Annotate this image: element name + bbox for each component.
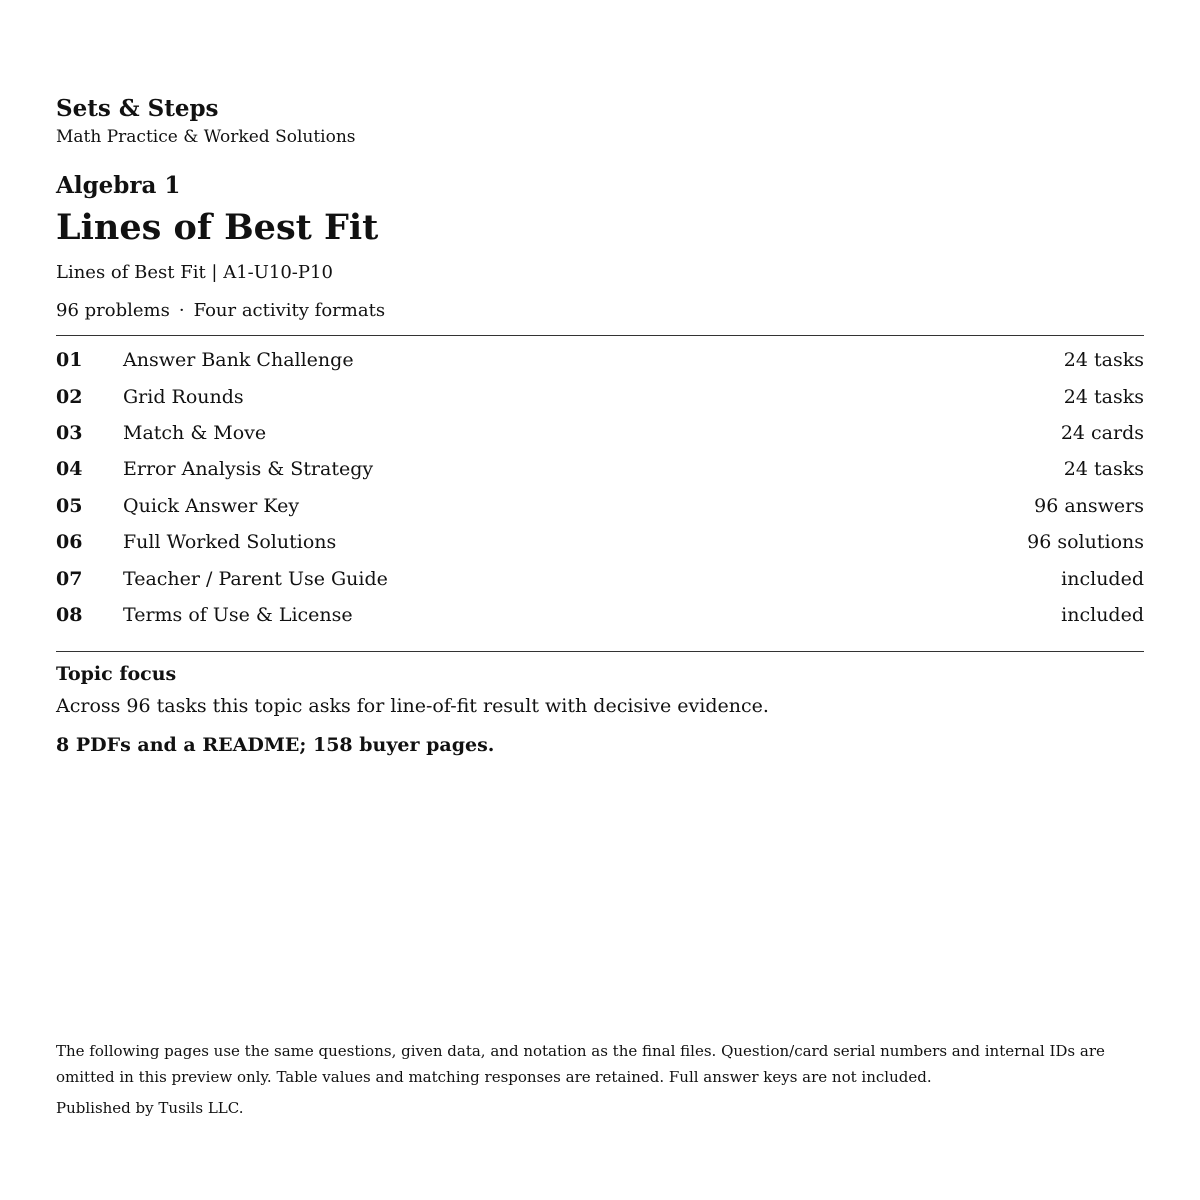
contents-row-count: 96 solutions [1027, 531, 1144, 554]
contents-row-label: Full Worked Solutions [123, 531, 337, 554]
contents-row-number: 03 [56, 421, 83, 444]
contents-row [56, 342, 1144, 378]
contents-row-label: Teacher / Parent Use Guide [123, 567, 388, 590]
publisher-line: Published by Tusils LLC. [56, 1099, 244, 1117]
product-code-line: Lines of Best Fit | A1-U10-P10 [56, 262, 333, 283]
contents-row [56, 488, 1144, 524]
contents-row-number: 05 [56, 494, 83, 517]
contents-row-number: 08 [56, 603, 83, 626]
contents-row-count: 24 cards [1060, 421, 1144, 444]
contents-row-label: Quick Answer Key [123, 494, 300, 517]
files-summary: 8 PDFs and a README; 158 buyer pages. [56, 734, 495, 756]
brand-name: Sets & Steps [56, 95, 219, 122]
format-count: Four activity formats [193, 300, 386, 321]
top-divider [56, 335, 1144, 336]
contents-row [56, 524, 1144, 560]
topic-focus-text: Across 96 tasks this topic asks for line-of-fit result with decisive evidence. [56, 695, 769, 717]
preview-note: The following pages use the same questions, given data, and notation as the final files. Question/card serial numbers and internal IDs are omitted in this preview only. Table values and matching responses are retained. Full answer keys are not included. [56, 1042, 1105, 1086]
meta-separator: · [178, 300, 185, 321]
contents-row-number: 06 [56, 531, 83, 554]
contents-list [56, 342, 1144, 633]
contents-row-label: Terms of Use & License [123, 603, 353, 626]
topic-focus-heading: Topic focus [56, 663, 177, 685]
contents-row [56, 597, 1144, 633]
contents-row-number: 04 [56, 458, 83, 481]
contents-row [56, 378, 1144, 414]
contents-row-label: Error Analysis & Strategy [123, 458, 374, 481]
course-name: Algebra 1 [56, 172, 181, 199]
contents-row-number: 01 [56, 349, 83, 372]
contents-row [56, 415, 1144, 451]
contents-row-count: included [1061, 567, 1144, 590]
contents-row [56, 451, 1144, 487]
problem-count: 96 problems [56, 300, 170, 321]
product-meta-line [56, 298, 385, 324]
contents-row-count: 24 tasks [1063, 458, 1144, 481]
bottom-divider [56, 651, 1144, 652]
product-preview-page [56, 0, 1144, 1200]
contents-row-label: Grid Rounds [123, 385, 244, 408]
contents-row-number: 07 [56, 567, 83, 590]
contents-row-count: 24 tasks [1063, 349, 1144, 372]
contents-row-count: included [1061, 603, 1144, 626]
contents-row-count: 24 tasks [1063, 385, 1144, 408]
brand-tagline: Math Practice & Worked Solutions [56, 127, 356, 147]
page-title: Lines of Best Fit [56, 207, 379, 248]
contents-row [56, 560, 1144, 596]
contents-row-label: Answer Bank Challenge [123, 349, 354, 372]
contents-row-count: 96 answers [1034, 494, 1144, 517]
contents-row-number: 02 [56, 385, 83, 408]
contents-row-label: Match & Move [123, 421, 267, 444]
